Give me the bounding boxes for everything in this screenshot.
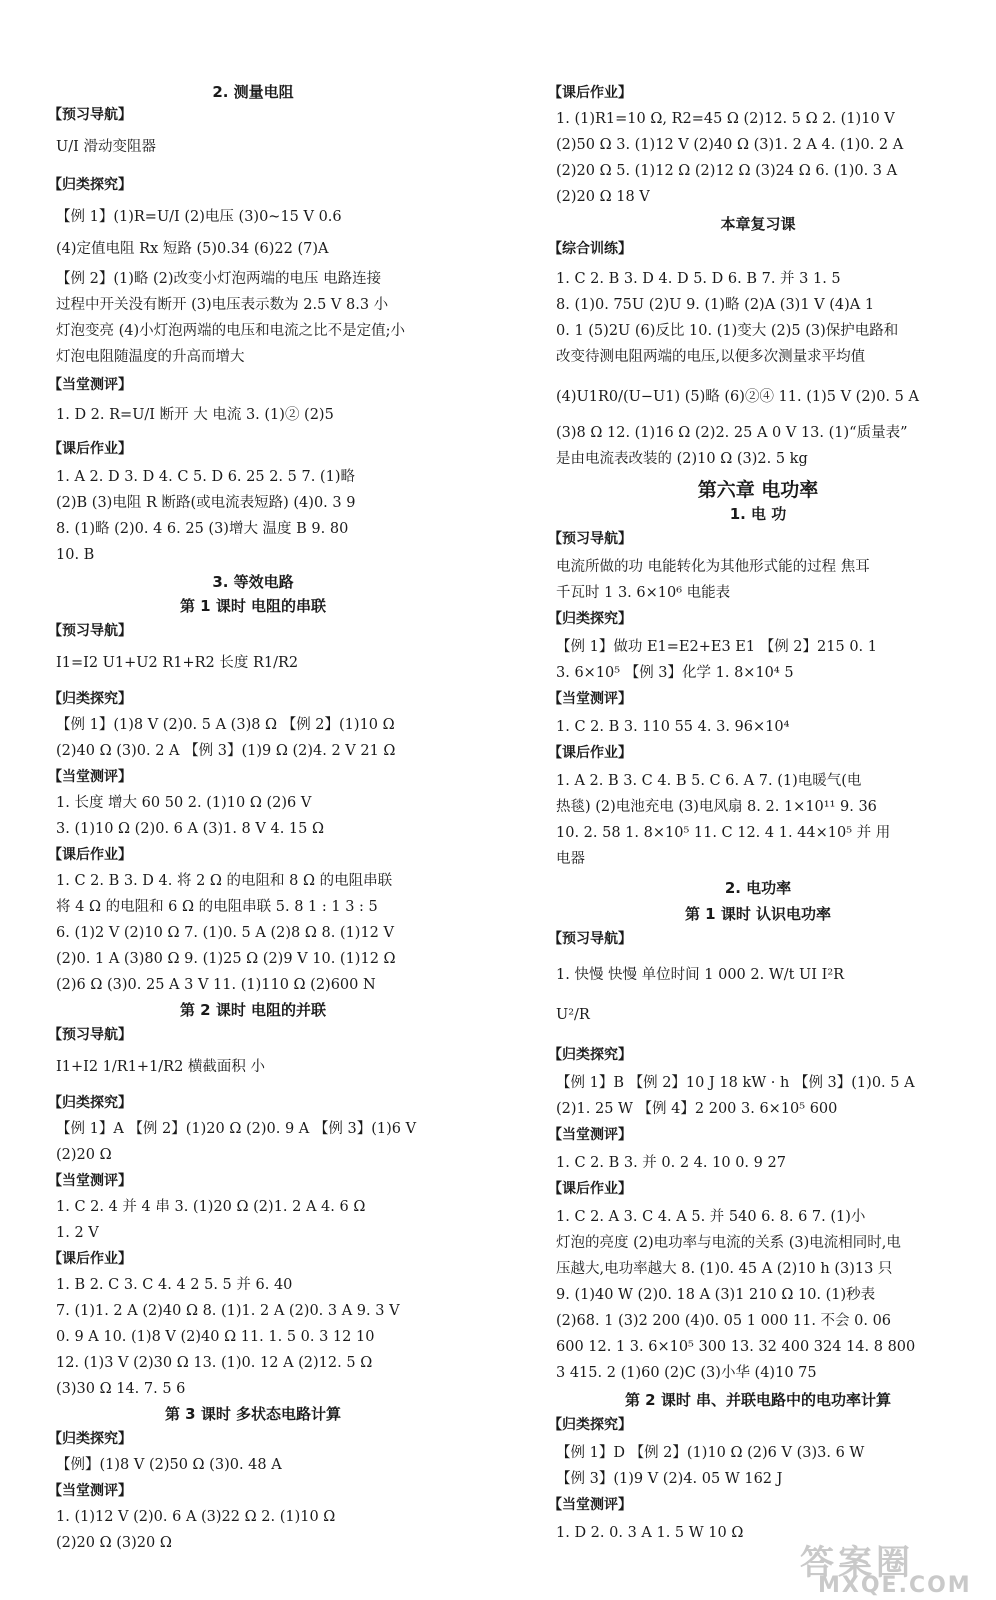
answer-line: 8. (1)略 (2)0. 4 6. 25 (3)增大 温度 B 9. 80 xyxy=(56,521,349,537)
answer-line: (2)6 Ω (3)0. 25 A 3 V 11. (1)110 Ω (2)600 N xyxy=(56,977,376,993)
answer-line: 12. (1)3 V (2)30 Ω 13. (1)0. 12 A (2)12. 5 Ω xyxy=(56,1355,373,1371)
answer-line: 灯泡的亮度 (2)电功率与电流的关系 (3)电流相同时,电 xyxy=(556,1235,901,1251)
answer-line: (3)30 Ω 14. 7. 5 6 xyxy=(56,1381,186,1397)
section-title: 第 3 课时 多状态电路计算 xyxy=(164,1405,342,1423)
answer-line: 8. (1)0. 75U (2)U 9. (1)略 (2)A (3)1 V (4)A 1 xyxy=(556,297,875,313)
answer-line: 1. (1)12 V (2)0. 6 A (3)22 Ω 2. (1)10 Ω xyxy=(56,1509,336,1525)
answer-line: 0. 1 (5)2U (6)反比 10. (1)变大 (2)5 (3)保护电路和 xyxy=(556,323,899,339)
answer-line: 是由电流表改装的 (2)10 Ω (3)2. 5 kg xyxy=(556,451,808,467)
section-tag: 【预习导航】 xyxy=(548,931,632,947)
answer-line: 0. 9 A 10. (1)8 V (2)40 Ω 11. 1. 5 0. 3 12 10 xyxy=(56,1329,375,1345)
answer-line: 6. (1)2 V (2)10 Ω 7. (1)0. 5 A (2)8 Ω 8. (1)12 V xyxy=(56,925,394,941)
section-title: 第 2 课时 电阻的并联 xyxy=(179,1001,327,1019)
answer-line: (2)20 Ω 5. (1)12 Ω (2)12 Ω (3)24 Ω 6. (1)0. 3 A xyxy=(556,163,898,179)
answer-line: (2)B (3)电阻 R 断路(或电流表短路) (4)0. 3 9 xyxy=(56,495,356,511)
answer-line: 1. C 2. A 3. C 4. A 5. 并 540 6. 8. 6 7. (1)小 xyxy=(556,1209,866,1225)
answer-line: (2)50 Ω 3. (1)12 V (2)40 Ω (3)1. 2 A 4. (1)0. 2 A xyxy=(556,137,904,153)
answer-line: U²/R xyxy=(556,1007,590,1023)
section-title: 本章复习课 xyxy=(720,215,796,233)
answer-line: 【例】(1)8 V (2)50 Ω (3)0. 48 A xyxy=(56,1457,282,1473)
section-tag: 【归类探究】 xyxy=(48,1431,132,1447)
answer-line: 1. C 2. 4 并 4 串 3. (1)20 Ω (2)1. 2 A 4. 6 Ω xyxy=(56,1199,366,1215)
answer-line: 千瓦时 1 3. 6×10⁶ 电能表 xyxy=(556,585,731,601)
section-tag: 【当堂测评】 xyxy=(48,1483,132,1499)
answer-line: 【例 2】(1)略 (2)改变小灯泡两端的电压 电路连接 xyxy=(56,271,382,287)
answer-line: 【例 1】做功 E1=E2+E3 E1 【例 2】215 0. 1 xyxy=(556,639,877,655)
answer-line: I1=I2 U1+U2 R1+R2 长度 R1/R2 xyxy=(56,655,299,671)
answer-line: U/I 滑动变阻器 xyxy=(56,139,156,155)
answer-line: 【例 1】B 【例 2】10 J 18 kW · h 【例 3】(1)0. 5 A xyxy=(556,1075,915,1091)
answer-line: (4)U1R0/(U−U1) (5)略 (6)②④ 11. (1)5 V (2)0. 5 A xyxy=(556,389,919,405)
answer-line: 1. A 2. B 3. C 4. B 5. C 6. A 7. (1)电暖气(电 xyxy=(556,773,862,789)
answer-line: 电流所做的功 电能转化为其他形式能的过程 焦耳 xyxy=(556,559,870,575)
answer-line: (2)20 Ω xyxy=(56,1147,112,1163)
section-tag: 【当堂测评】 xyxy=(548,1497,632,1513)
answer-line: 1. B 2. C 3. C 4. 4 2 5. 5 并 6. 40 xyxy=(56,1277,293,1293)
answer-line: 1. 长度 增大 60 50 2. (1)10 Ω (2)6 V xyxy=(56,795,312,811)
answer-line: 1. A 2. D 3. D 4. C 5. D 6. 25 2. 5 7. (1)略 xyxy=(56,469,355,485)
answer-line: 1. C 2. B 3. D 4. D 5. D 6. B 7. 并 3 1. 5 xyxy=(556,271,841,287)
section-tag: 【课后作业】 xyxy=(48,441,132,457)
answer-line: 改变待测电阻两端的电压,以便多次测量求平均值 xyxy=(556,349,866,365)
answer-line: 过程中开关没有断开 (3)电压表示数为 2.5 V 8.3 小 xyxy=(56,297,389,313)
section-tag: 【课后作业】 xyxy=(48,1251,132,1267)
section-tag: 【归类探究】 xyxy=(548,611,632,627)
answer-line: (4)定值电阻 Rx 短路 (5)0.34 (6)22 (7)A xyxy=(56,241,329,257)
section-tag: 【归类探究】 xyxy=(548,1417,632,1433)
section-tag: 【预习导航】 xyxy=(548,531,632,547)
section-tag: 【预习导航】 xyxy=(48,623,132,639)
section-tag: 【预习导航】 xyxy=(48,1027,132,1043)
answer-line: 1. 快慢 快慢 单位时间 1 000 2. W/t UI I²R xyxy=(556,967,845,983)
answer-line: 3 415. 2 (1)60 (2)C (3)小华 (4)10 75 xyxy=(556,1365,817,1381)
answer-line: I1+I2 1/R1+1/R2 横截面积 小 xyxy=(56,1059,266,1075)
answer-line: 【例 1】A 【例 2】(1)20 Ω (2)0. 9 A 【例 3】(1)6 V xyxy=(56,1121,417,1137)
watermark-logo xyxy=(790,1535,980,1598)
answer-line: 1. C 2. B 3. 并 0. 2 4. 10 0. 9 27 xyxy=(556,1155,786,1171)
answer-line: 1. D 2. R=U/I 断开 大 电流 3. (1)② (2)5 xyxy=(56,407,334,423)
section-title: 2. 电功率 xyxy=(724,879,792,897)
answer-line: 1. (1)R1=10 Ω, R2=45 Ω (2)12. 5 Ω 2. (1)10 V xyxy=(556,111,895,127)
answer-line: 灯泡变亮 (4)小灯泡两端的电压和电流之比不是定值;小 xyxy=(56,323,406,339)
answer-line: (2)40 Ω (3)0. 2 A 【例 3】(1)9 Ω (2)4. 2 V 21 Ω xyxy=(56,743,396,759)
answer-line: (2)1. 25 W 【例 4】2 200 3. 6×10⁵ 600 xyxy=(556,1101,838,1117)
section-title: 1. 电 功 xyxy=(729,505,787,523)
answer-line: (3)8 Ω 12. (1)16 Ω (2)2. 25 A 0 V 13. (1)“质量表” xyxy=(556,425,908,441)
section-tag: 【综合训练】 xyxy=(548,241,632,257)
section-tag: 【归类探究】 xyxy=(548,1047,632,1063)
answer-line: 10. B xyxy=(56,547,95,563)
section-tag: 【课后作业】 xyxy=(548,85,632,101)
section-tag: 【课后作业】 xyxy=(548,745,632,761)
section-title: 3. 等效电路 xyxy=(212,573,294,591)
section-tag: 【当堂测评】 xyxy=(48,769,132,785)
section-tag: 【课后作业】 xyxy=(548,1181,632,1197)
section-title: 第 1 课时 电阻的串联 xyxy=(179,597,327,615)
answer-line: (2)20 Ω (3)20 Ω xyxy=(56,1535,172,1551)
section-tag: 【预习导航】 xyxy=(48,107,132,123)
section-tag: 【当堂测评】 xyxy=(548,1127,632,1143)
section-title: 第六章 电功率 xyxy=(697,479,819,501)
section-title: 2. 测量电阻 xyxy=(212,83,294,101)
answer-line: (2)0. 1 A (3)80 Ω 9. (1)25 Ω (2)9 V 10. (1)12 Ω xyxy=(56,951,396,967)
answer-line: 1. 2 V xyxy=(56,1225,99,1241)
answer-line: 热毯) (2)电池充电 (3)电风扇 8. 2. 1×10¹¹ 9. 36 xyxy=(556,799,877,815)
answer-line: 3. 6×10⁵ 【例 3】化学 1. 8×10⁴ 5 xyxy=(556,665,794,681)
answer-line: 10. 2. 58 1. 8×10⁵ 11. C 12. 4 1. 44×10⁵ 并 用 xyxy=(556,825,891,841)
section-tag: 【归类探究】 xyxy=(48,177,132,193)
answer-line: 【例 3】(1)9 V (2)4. 05 W 162 J xyxy=(556,1471,783,1487)
answer-line: 【例 1】(1)R=U/I (2)电压 (3)0~15 V 0.6 xyxy=(56,209,342,225)
answer-line: 压越大,电功率越大 8. (1)0. 45 A (2)10 h (3)13 只 xyxy=(556,1261,893,1277)
answer-line: 电器 xyxy=(556,851,585,867)
section-tag: 【当堂测评】 xyxy=(548,691,632,707)
answer-line: (2)20 Ω 18 V xyxy=(556,189,650,205)
section-tag: 【归类探究】 xyxy=(48,691,132,707)
answer-line: 将 4 Ω 的电阻和 6 Ω 的电阻串联 5. 8 1 : 1 3 : 5 xyxy=(56,899,378,915)
answer-line: 9. (1)40 W (2)0. 18 A (3)1 210 Ω 10. (1)秒表 xyxy=(556,1287,876,1303)
answer-line: 【例 1】(1)8 V (2)0. 5 A (3)8 Ω 【例 2】(1)10 Ω xyxy=(56,717,395,733)
watermark-bottom-text: MXQE.COM xyxy=(818,1573,972,1598)
section-tag: 【当堂测评】 xyxy=(48,377,132,393)
answer-line: 灯泡电阻随温度的升高而增大 xyxy=(56,349,245,365)
watermark-top-text: 答案圈 xyxy=(800,1543,914,1583)
answer-line: 1. D 2. 0. 3 A 1. 5 W 10 Ω xyxy=(556,1525,744,1541)
answer-line: 1. C 2. B 3. D 4. 将 2 Ω 的电阻和 8 Ω 的电阻串联 xyxy=(56,873,393,889)
answer-line: 600 12. 1 3. 6×10⁵ 300 13. 32 400 324 14. 8 800 xyxy=(556,1339,916,1355)
answer-line: (2)68. 1 (3)2 200 (4)0. 05 1 000 11. 不会 0. 06 xyxy=(556,1313,892,1329)
section-tag: 【当堂测评】 xyxy=(48,1173,132,1189)
section-title: 第 2 课时 串、并联电路中的电功率计算 xyxy=(624,1391,892,1409)
section-title: 第 1 课时 认识电功率 xyxy=(684,905,832,923)
answer-line: 【例 1】D 【例 2】(1)10 Ω (2)6 V (3)3. 6 W xyxy=(556,1445,865,1461)
answer-line: 3. (1)10 Ω (2)0. 6 A (3)1. 8 V 4. 15 Ω xyxy=(56,821,324,837)
section-tag: 【归类探究】 xyxy=(48,1095,132,1111)
section-tag: 【课后作业】 xyxy=(48,847,132,863)
answer-line: 1. C 2. B 3. 110 55 4. 3. 96×10⁴ xyxy=(556,719,790,735)
answer-line: 7. (1)1. 2 A (2)40 Ω 8. (1)1. 2 A (2)0. 3 A 9. 3 V xyxy=(56,1303,400,1319)
